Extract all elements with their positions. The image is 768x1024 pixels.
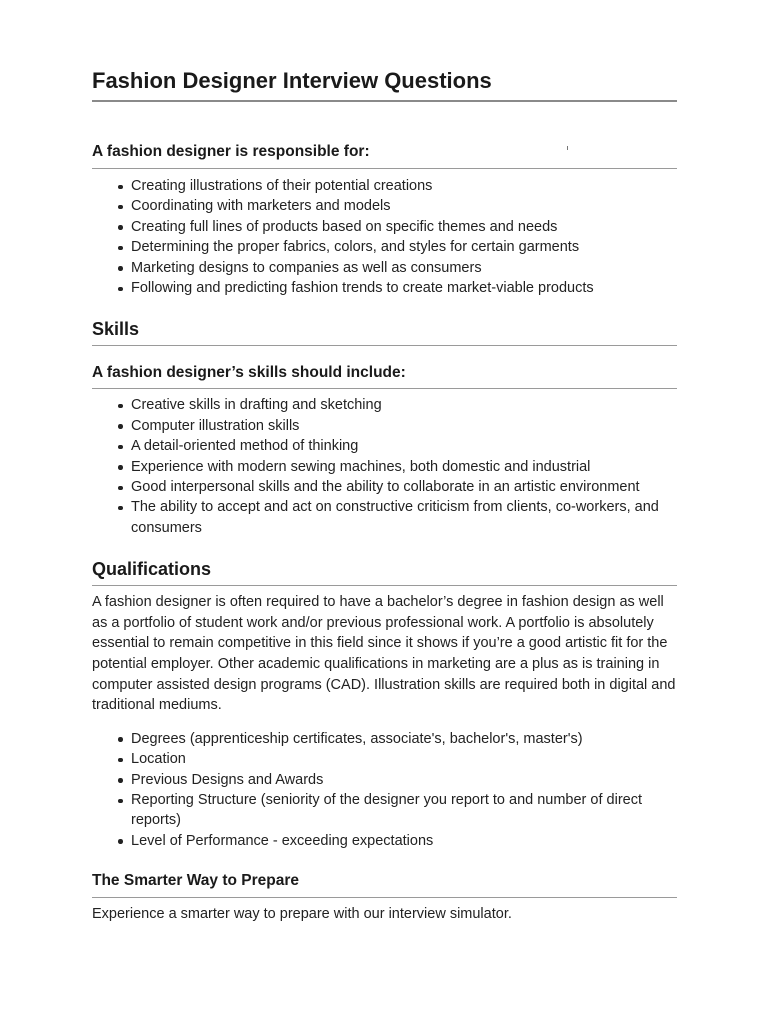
list-item: Location <box>131 749 677 769</box>
list-item: Good interpersonal skills and the ability to collaborate in an artistic environment <box>131 477 677 497</box>
page-title: Fashion Designer Interview Questions <box>92 68 492 93</box>
qualifications-heading: Qualifications <box>92 559 212 580</box>
responsibilities-list <box>92 176 677 298</box>
list-item: Marketing designs to companies as well as consumers <box>131 258 677 278</box>
list-item: Determining the proper fabrics, colors, and styles for certain garments <box>131 237 677 257</box>
list-item: A detail-oriented method of thinking <box>131 436 677 456</box>
skills-subheading-divider <box>92 388 677 389</box>
skills-list <box>92 395 677 538</box>
skills-heading: Skills <box>92 319 140 340</box>
stray-mark <box>567 146 568 150</box>
list-item: Experience with modern sewing machines, both domestic and industrial <box>131 457 677 477</box>
prepare-text: Experience a smarter way to prepare with our interview simulator. <box>92 906 512 923</box>
list-item: Coordinating with marketers and models <box>131 196 677 216</box>
qualifications-list <box>92 729 677 851</box>
list-item: Previous Designs and Awards <box>131 770 677 790</box>
prepare-heading: The Smarter Way to Prepare <box>92 872 300 890</box>
qualifications-paragraph: A fashion designer is often required to have a bachelor’s degree in fashion design as well as a portfolio of student work and/or previous professional work. A portfolio is absolutely essential to remain competitive in this field since it shows if you’re a good artistic fit for the potential employer. Other academic qualifications in marketing are a plus as is training in computer assisted design programs (CAD). Illustration skills are required both in digital and traditional mediums. <box>92 594 676 714</box>
list-item: Creating illustrations of their potential creations <box>131 176 677 196</box>
prepare-divider <box>92 897 677 898</box>
list-item: Level of Performance - exceeding expectations <box>131 831 677 851</box>
qualifications-divider <box>92 585 677 586</box>
list-item: Reporting Structure (seniority of the designer you report to and number of direct reports) <box>131 790 677 831</box>
list-item: Following and predicting fashion trends to create market-viable products <box>131 278 677 298</box>
responsibilities-divider <box>92 168 677 169</box>
responsibilities-heading: A fashion designer is responsible for: <box>92 143 370 160</box>
document-content <box>92 66 677 925</box>
list-item: Computer illustration skills <box>131 416 677 436</box>
list-item: Degrees (apprenticeship certificates, associate's, bachelor's, master's) <box>131 729 677 749</box>
list-item: Creative skills in drafting and sketching <box>131 395 677 415</box>
list-item: The ability to accept and act on constructive criticism from clients, co-workers, and consumers <box>131 497 677 538</box>
skills-subheading: A fashion designer’s skills should include: <box>92 364 406 382</box>
list-item: Creating full lines of products based on specific themes and needs <box>131 217 677 237</box>
